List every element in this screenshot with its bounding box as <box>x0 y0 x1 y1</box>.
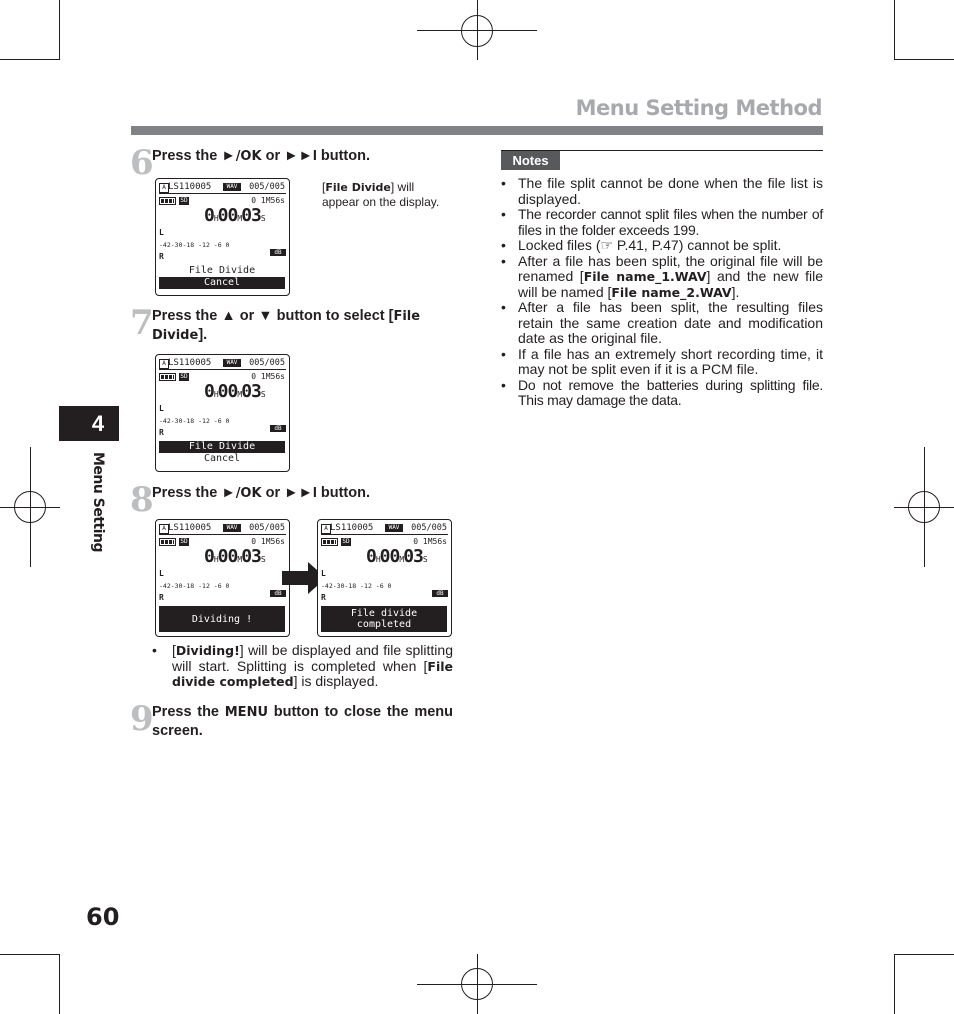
lcd-dividing-message: Dividing ! <box>159 606 285 632</box>
battery-icon <box>159 373 176 381</box>
lcd-screen-dividing <box>155 519 290 637</box>
list-item: • If a file has an extremely short recording time, it may not be split even if it is a PCM file. <box>501 347 823 378</box>
lcd-screen-file-divide-selected <box>155 354 290 472</box>
list-item: • The recorder cannot split files when the number of files in the folder exceeds 199. <box>501 207 823 238</box>
ok-key: /OK <box>235 149 262 164</box>
sd-card-icon: SD <box>180 373 188 380</box>
lcd-format-badge: WAV <box>223 183 241 191</box>
step-7-instruction: Press the ▲ or ▼ button to select [File Divide]. <box>152 308 421 343</box>
list-item: • The file split cannot be done when the file list is displayed. <box>501 176 823 207</box>
lcd-filename: LS110005 <box>330 523 374 533</box>
lcd-elapsed-time: 0H00M03S <box>204 381 265 402</box>
side-section-label: Menu Setting <box>90 452 106 552</box>
sd-card-icon: SD <box>342 538 350 545</box>
list-item: • After a file has been split, the resulting files retain the same creation date and modification date as the original file. <box>501 300 823 347</box>
step-6-note: [File Divide] will appear on the display. <box>322 180 440 209</box>
play-icon: ► <box>221 148 236 164</box>
lcd-elapsed-time: 0H00M03S <box>366 546 427 567</box>
lcd-completed-message: File divide completed <box>321 606 447 632</box>
folder-icon: A <box>159 524 169 534</box>
down-arrow-icon: ▼ <box>258 308 273 324</box>
lcd-left-channel: L <box>159 404 164 413</box>
lcd-db-badge: dB <box>270 249 286 256</box>
step-8-instruction: Press the ►/OK or ►►I button. <box>152 485 371 501</box>
step-number: 8 <box>130 480 154 520</box>
lcd-level-meter: -42-30-18 -12 -6 0 <box>159 582 230 590</box>
lcd-format-badge: WAV <box>385 524 403 532</box>
ok-key: /OK <box>235 486 262 501</box>
lcd-filename: LS110005 <box>168 182 212 192</box>
lcd-left-channel: L <box>321 569 326 578</box>
lcd-file-counter: 005/005 <box>411 523 447 533</box>
battery-icon <box>159 538 176 546</box>
up-arrow-icon: ▲ <box>221 308 236 324</box>
step-6-instruction: Press the ►/OK or ►►I button. <box>152 148 371 164</box>
battery-icon <box>321 538 338 546</box>
lcd-file-counter: 005/005 <box>249 182 285 192</box>
registration-mark-icon <box>461 15 493 47</box>
chapter-tab <box>59 406 119 441</box>
list-item: • Locked files (☞ P.41, P.47) cannot be split. <box>501 238 823 254</box>
lcd-divider <box>159 369 286 370</box>
step-number: 9 <box>130 699 154 739</box>
list-item: • Do not remove the batteries during splitting file. This may damage the data. <box>501 378 823 409</box>
lcd-file-row <box>321 523 447 534</box>
lcd-elapsed-time: 0H00M03S <box>204 546 265 567</box>
lcd-file-counter: 005/005 <box>249 523 285 533</box>
step-8-bullet: • [Dividing!] will be displayed and file splitting will start. Splitting is completed when [File divide completed] is displayed. <box>152 642 453 689</box>
lcd-format-badge: WAV <box>223 359 241 367</box>
registration-mark-icon <box>461 968 493 1000</box>
lcd-file-row <box>159 523 285 534</box>
notes-list <box>501 176 823 409</box>
lcd-filename: LS110005 <box>168 358 212 368</box>
lcd-remaining-time: 0 1M56s <box>251 372 285 381</box>
lcd-level-meter: -42-30-18 -12 -6 0 <box>159 417 230 425</box>
lcd-db-badge: dB <box>270 590 286 597</box>
page-header-title: Menu Setting Method <box>575 96 822 120</box>
battery-icon <box>159 197 176 205</box>
lcd-remaining-time: 0 1M56s <box>251 537 285 546</box>
registration-mark-icon <box>908 491 940 523</box>
sd-card-icon: SD <box>180 538 188 545</box>
lcd-right-channel: R <box>159 252 164 261</box>
lcd-screen-divide-completed <box>317 519 452 637</box>
sd-card-icon: SD <box>180 197 188 204</box>
lcd-filename: LS110005 <box>168 523 212 533</box>
lcd-right-channel: R <box>159 428 164 437</box>
lcd-screen-file-divide <box>155 178 290 296</box>
folder-icon: A <box>159 183 169 193</box>
lcd-left-channel: L <box>159 569 164 578</box>
lcd-format-badge: WAV <box>223 524 241 532</box>
list-item: • After a file has been split, the original file will be renamed [File name_1.WAV] and the new file will be named [File name_2.WAV]. <box>501 254 823 301</box>
lcd-right-channel: R <box>321 593 326 602</box>
step-9-instruction: Press the MENU button to close the menu screen. <box>152 704 453 739</box>
notes-label: Notes <box>501 151 560 170</box>
lcd-db-badge: dB <box>270 425 286 432</box>
lcd-db-badge: dB <box>432 590 448 597</box>
lcd-right-channel: R <box>159 593 164 602</box>
header-rule <box>131 126 823 135</box>
lcd-divider <box>321 534 448 535</box>
step-number: 7 <box>130 303 154 343</box>
page-number: 60 <box>86 903 120 931</box>
lcd-level-meter: -42-30-18 -12 -6 0 <box>321 582 392 590</box>
lcd-menu-item-cancel: Cancel <box>203 453 241 464</box>
lcd-file-row <box>159 358 285 369</box>
folder-icon: A <box>159 359 169 369</box>
lcd-file-counter: 005/005 <box>249 358 285 368</box>
registration-mark-icon <box>14 491 46 523</box>
skip-forward-icon: ►►I <box>284 485 317 501</box>
lcd-level-meter: -42-30-18 -12 -6 0 <box>159 241 230 249</box>
folder-icon: A <box>321 524 331 534</box>
chapter-number: 4 <box>91 410 105 436</box>
play-icon: ► <box>221 485 236 501</box>
lcd-menu-item-file-divide: File Divide <box>159 441 285 453</box>
lcd-divider <box>159 193 286 194</box>
skip-forward-icon: ►►I <box>284 148 317 164</box>
lcd-menu-item-cancel: Cancel <box>159 277 285 289</box>
lcd-remaining-time: 0 1M56s <box>251 196 285 205</box>
lcd-file-row <box>159 182 285 193</box>
lcd-divider <box>159 534 286 535</box>
step-number: 6 <box>130 143 154 183</box>
lcd-remaining-time: 0 1M56s <box>413 537 447 546</box>
lcd-left-channel: L <box>159 228 164 237</box>
lcd-elapsed-time: 0H00M03S <box>204 205 265 226</box>
menu-key: MENU <box>224 705 269 720</box>
lcd-menu-item-file-divide: File Divide <box>188 265 256 276</box>
